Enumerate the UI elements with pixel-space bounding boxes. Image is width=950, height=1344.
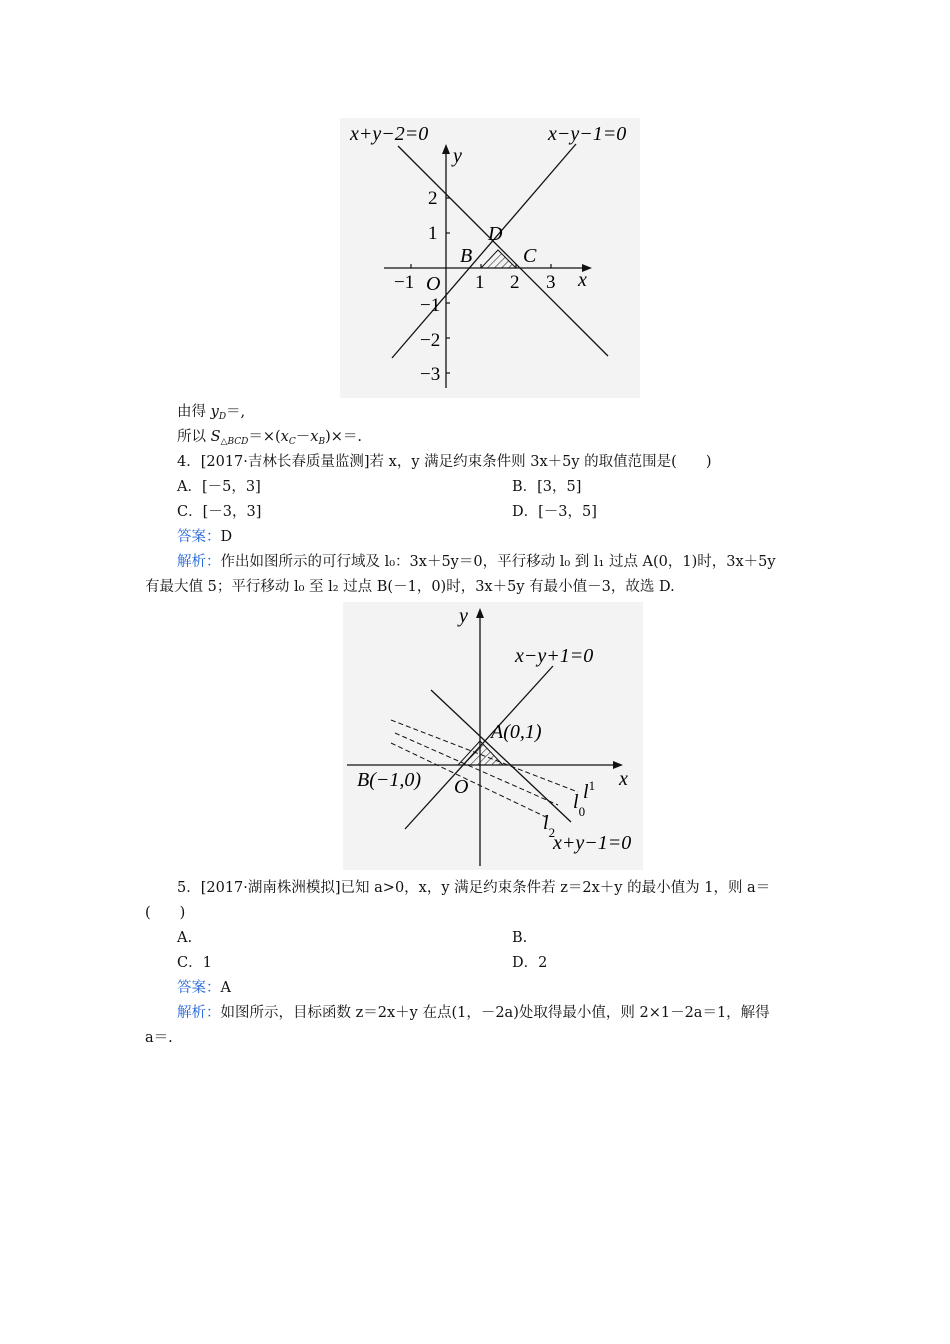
figure-1-feasible-region: [340, 118, 640, 398]
q5-stem-line1: 5．[2017·湖南株洲模拟]已知 a>0，x，y 满足约束条件若 z＝2x＋y 的最小值为 1，则 a＝: [177, 880, 771, 896]
xtick-neg1: −1: [394, 272, 415, 293]
ytick-neg1: −1: [420, 295, 441, 316]
text-close: )×＝.: [325, 429, 362, 445]
q5-analysis-line2: a＝.: [145, 1030, 173, 1046]
sub-d: D: [218, 412, 227, 422]
q5-analysis-label: 解析：: [177, 1005, 221, 1021]
q4-analysis-line2: 有最大值 5；平行移动 l₀ 至 l₂ 过点 B(－1，0)时，3x＋5y 有最小值－3，故选 D.: [145, 579, 675, 595]
figure-2-feasible-region: [343, 602, 643, 870]
sub-b: B: [318, 437, 326, 447]
sub-bcd: △BCD: [220, 437, 249, 447]
ytick-1: 1: [428, 223, 438, 244]
var-y: y: [210, 404, 219, 420]
line2-label: x−y−1=0: [548, 123, 627, 145]
q5-analysis-line1: [177, 1003, 770, 1023]
text-line-yd: [177, 402, 245, 427]
var-s: S: [210, 429, 221, 445]
y-axis-label: y: [453, 145, 462, 167]
text-minus: －: [295, 429, 311, 445]
q4-analysis-text1: 作出如图所示的可行域及 l₀：3x＋5y＝0，平行移动 l₀ 到 l₁ 过点 A(0，1)时，3x＋5y: [220, 554, 776, 570]
ytick-neg3: −3: [420, 364, 441, 385]
text-equals: ＝,: [226, 404, 246, 420]
q5-option-d: D．2: [512, 955, 548, 971]
q5-option-b: B.: [512, 930, 528, 946]
xtick-3: 3: [546, 272, 556, 293]
ytick-2: 2: [428, 188, 438, 209]
line1-label: x+y−2=0: [350, 123, 429, 145]
q5-option-c: C．1: [177, 955, 212, 971]
point-d-label: D: [488, 223, 503, 245]
line1-label: x−y+1=0: [515, 645, 594, 667]
y-axis-label: y: [459, 605, 468, 627]
q4-option-d: D．[－3，5]: [512, 504, 597, 520]
l1-label: $l^1$: [583, 778, 596, 803]
point-c-label: C: [523, 245, 537, 267]
var-xc: x: [280, 429, 289, 445]
x-axis-label: x: [578, 269, 587, 291]
text-suoyi: 所以: [177, 429, 211, 445]
q4-stem: 4．[2017·吉林长春质量监测]若 x，y 满足约束条件则 3x＋5y 的取值范围是( ): [177, 454, 712, 470]
xtick-1: 1: [475, 272, 485, 293]
sub-c: C: [288, 437, 296, 447]
point-b-label: B(−1,0): [357, 769, 422, 791]
l0-label: $l_0$: [573, 791, 586, 819]
q5-stem-line2: ( ): [145, 905, 186, 921]
q5-answer: [177, 978, 231, 998]
text-line-area: [177, 427, 362, 452]
q5-answer-label: 答案：: [177, 980, 221, 996]
line2-label: x+y−1=0: [553, 832, 632, 854]
q5-analysis-text1: 如图所示，目标函数 z＝2x＋y 在点(1，－2a)处取得最小值，则 2×1－2a＝1，解得: [220, 1005, 770, 1021]
point-b-label: B: [460, 245, 473, 267]
q4-analysis-line1: [177, 552, 776, 572]
q4-option-c: C．[－3，3]: [177, 504, 262, 520]
text-youde: 由得: [177, 404, 211, 420]
q4-answer-value: D: [220, 529, 233, 545]
ytick-neg2: −2: [420, 330, 441, 351]
q4-option-b: B．[3，5]: [512, 479, 582, 495]
q4-option-a: A．[－5，3]: [177, 479, 261, 495]
text-eq-times: ＝×(: [248, 429, 281, 445]
xtick-2: 2: [510, 272, 520, 293]
q4-answer: [177, 527, 232, 547]
origin-label: O: [426, 273, 441, 295]
q4-answer-label: 答案：: [177, 529, 221, 545]
q5-option-a: A.: [177, 930, 193, 946]
q4-analysis-label: 解析：: [177, 554, 221, 570]
x-axis-label: x: [619, 768, 628, 790]
q5-answer-value: A: [220, 980, 231, 996]
l2-label: $l_2$: [543, 812, 556, 840]
point-a-label: A(0,1): [491, 721, 542, 743]
var-xb: x: [310, 429, 319, 445]
origin-label: O: [454, 776, 469, 798]
